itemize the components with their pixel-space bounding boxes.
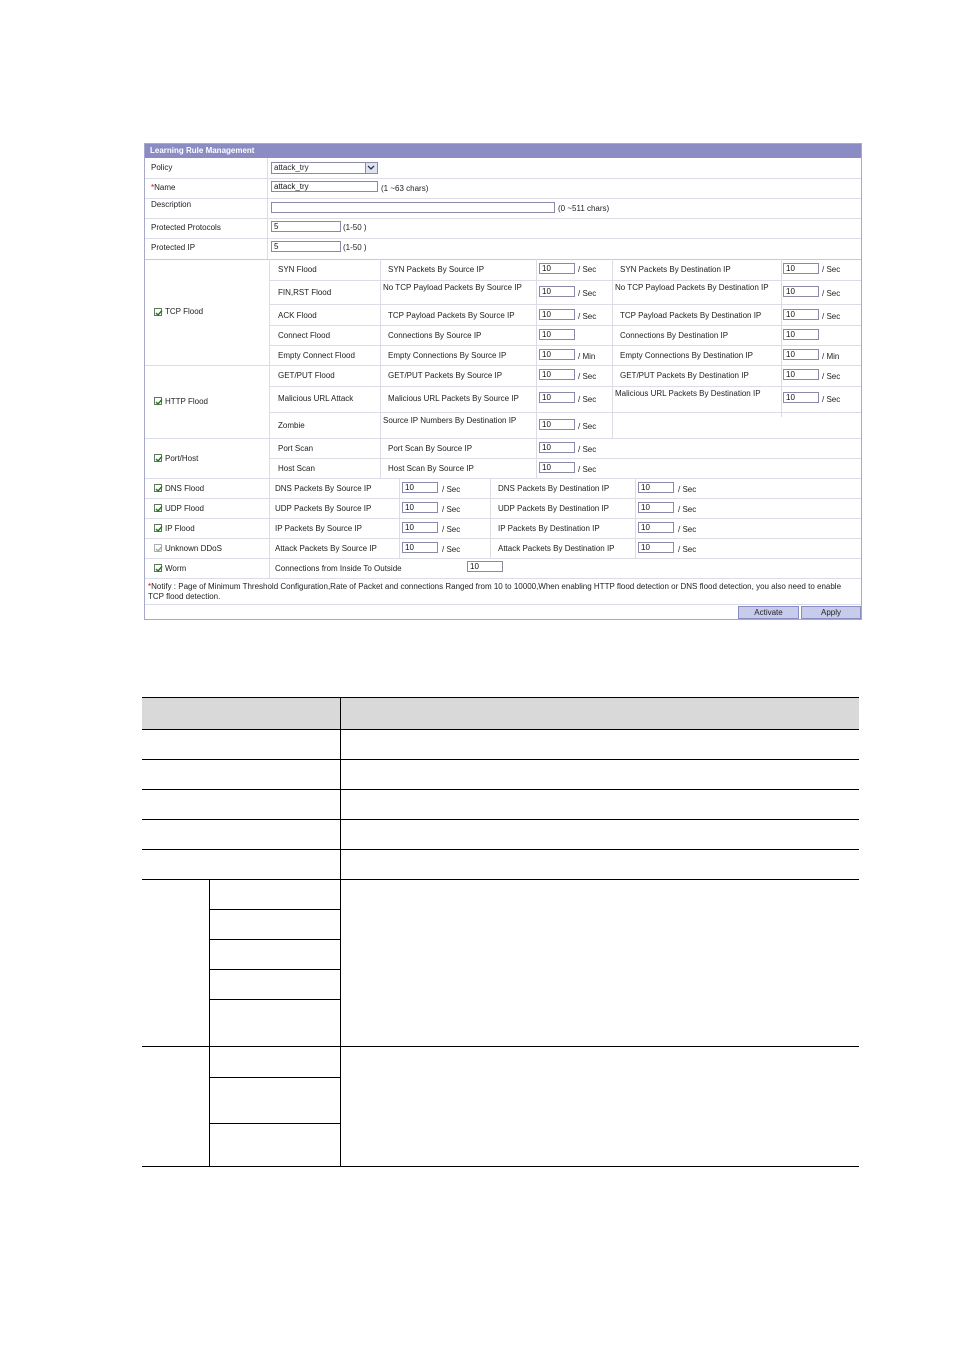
divider [269, 412, 861, 413]
check-icon [155, 485, 163, 493]
dns-src-label: DNS Packets By Source IP [275, 484, 372, 493]
udp-dst-label: UDP Packets By Destination IP [498, 504, 610, 513]
table-rule [142, 1166, 859, 1167]
unit-label: / Sec [822, 265, 841, 274]
syn-dst-input[interactable]: 10 [783, 263, 819, 274]
fin-dst-input[interactable]: 10 [783, 286, 819, 297]
ack-dst-label: TCP Payload Packets By Destination IP [620, 311, 762, 320]
unit-label: / Sec [578, 465, 597, 474]
ddos-src-input[interactable]: 10 [402, 542, 438, 553]
dns-src-input[interactable]: 10 [402, 482, 438, 493]
table-rule [142, 879, 859, 880]
unit-label: / Min [822, 352, 840, 361]
notify-text [148, 582, 848, 602]
divider [536, 259, 537, 478]
divider [781, 259, 782, 417]
divider [145, 259, 861, 260]
empty-dst-input[interactable]: 10 [783, 349, 819, 360]
divider [145, 498, 861, 499]
worm-checkbox[interactable] [154, 564, 162, 572]
unknown-ddos-label: Unknown DDoS [165, 544, 222, 553]
divider [145, 438, 861, 439]
port-host-label: Port/Host [165, 454, 199, 463]
name-input[interactable]: attack_try [271, 181, 378, 192]
protected-ip-input[interactable]: 5 [271, 241, 341, 252]
udp-dst-input[interactable]: 10 [638, 502, 674, 513]
policy-select[interactable] [271, 162, 378, 174]
host-scan-label: Host Scan [278, 464, 315, 473]
name-label-text: Name [154, 183, 176, 192]
table-rule [209, 1123, 341, 1124]
ack-src-input[interactable]: 10 [539, 309, 575, 320]
divider [269, 478, 270, 578]
malicious-dst-input[interactable]: 10 [783, 392, 819, 403]
divider [145, 365, 861, 366]
check-icon [155, 309, 163, 317]
divider [269, 304, 861, 305]
unit-label: / Sec [442, 485, 461, 494]
unit-label: / Sec [822, 289, 841, 298]
fin-rst-flood-label: FIN,RST Flood [278, 288, 332, 297]
unit-label: / Sec [678, 505, 697, 514]
zombie-src-input[interactable]: 10 [539, 419, 575, 430]
divider [269, 259, 270, 478]
policy-label: Policy [151, 163, 173, 172]
port-host-checkbox[interactable] [154, 454, 162, 462]
divider [267, 158, 268, 259]
connect-dst-input[interactable]: 10 [783, 329, 819, 340]
ip-src-input[interactable]: 10 [402, 522, 438, 533]
unit-label: / Sec [822, 372, 841, 381]
ddos-src-label: Attack Packets By Source IP [275, 544, 377, 553]
table-header [142, 698, 859, 729]
divider [145, 538, 861, 539]
syn-src-input[interactable]: 10 [539, 263, 575, 274]
divider [269, 386, 861, 387]
empty-src-label: Empty Connections By Source IP [388, 351, 507, 360]
malicious-dst-label: Malicious URL Packets By Destination IP [615, 389, 761, 398]
learning-rule-panel [144, 143, 862, 620]
dns-dst-input[interactable]: 10 [638, 482, 674, 493]
ddos-dst-label: Attack Packets By Destination IP [498, 544, 615, 553]
divider [145, 478, 861, 479]
syn-src-label: SYN Packets By Source IP [388, 265, 485, 274]
table-rule [142, 1046, 859, 1047]
divider [145, 238, 861, 239]
activate-button[interactable]: Activate [738, 606, 799, 619]
ack-dst-input[interactable]: 10 [783, 309, 819, 320]
get-dst-label: GET/PUT Packets By Destination IP [620, 371, 749, 380]
ack-flood-label: ACK Flood [278, 311, 317, 320]
malicious-src-label: Malicious URL Packets By Source IP [388, 394, 519, 403]
divider [145, 198, 861, 199]
table-rule [340, 698, 341, 1166]
port-scan-label: Port Scan [278, 444, 314, 453]
port-src-input[interactable]: 10 [539, 442, 575, 453]
zombie-src-label: Source IP Numbers By Destination IP [383, 416, 517, 425]
fin-dst-label: No TCP Payload Packets By Destination IP [615, 283, 769, 292]
udp-flood-label: UDP Flood [165, 504, 204, 513]
unit-label: / Sec [578, 422, 597, 431]
unknown-ddos-checkbox[interactable] [154, 544, 162, 552]
unit-label: / Min [578, 352, 596, 361]
malicious-src-input[interactable]: 10 [539, 392, 575, 403]
name-hint: (1 ~63 chars) [381, 184, 429, 193]
policy-value: attack_try [274, 163, 309, 172]
protocols-input[interactable]: 5 [271, 221, 341, 232]
divider [269, 345, 861, 346]
ddos-dst-input[interactable]: 10 [638, 542, 674, 553]
unit-label: / Sec [678, 545, 697, 554]
divider [269, 458, 861, 459]
table-rule [142, 789, 859, 790]
table-rule [209, 999, 341, 1000]
ip-flood-label: IP Flood [165, 524, 195, 533]
divider [269, 280, 861, 281]
table-rule [209, 909, 341, 910]
unit-label: / Sec [678, 525, 697, 534]
host-src-label: Host Scan By Source IP [388, 464, 474, 473]
ip-dst-input[interactable]: 10 [638, 522, 674, 533]
unit-label: / Sec [678, 485, 697, 494]
host-src-input[interactable]: 10 [539, 462, 575, 473]
unit-label: / Sec [578, 289, 597, 298]
notify-body: Notify : Page of Minimum Threshold Configuration,Rate of Packet and connections Ranged from 10 to 10000,When enabling HTTP flood detection or DNS flood detection, you also need to enable TCP flood detection. [148, 582, 842, 601]
connect-flood-label: Connect Flood [278, 331, 331, 340]
unit-label: / Sec [578, 312, 597, 321]
table-rule [142, 759, 859, 760]
protected-ip-label: Protected IP [151, 243, 196, 252]
port-src-label: Port Scan By Source IP [388, 444, 473, 453]
protocols-label: Protected Protocols [151, 223, 221, 232]
empty-connect-flood-label: Empty Connect Flood [278, 351, 355, 360]
divider [145, 218, 861, 219]
protected-ip-hint: (1-50 ) [343, 243, 367, 252]
description-input[interactable] [271, 202, 555, 213]
ip-src-label: IP Packets By Source IP [275, 524, 363, 533]
apply-button[interactable]: Apply [801, 606, 861, 619]
table-rule [209, 1077, 341, 1078]
empty-dst-label: Empty Connections By Destination IP [620, 351, 753, 360]
tcp-flood-label: TCP Flood [165, 307, 204, 316]
empty-src-input[interactable]: 10 [539, 349, 575, 360]
dns-flood-label: DNS Flood [165, 484, 205, 493]
connect-dst-label: Connections By Destination IP [620, 331, 729, 340]
unit-label: / Sec [442, 525, 461, 534]
check-icon [155, 565, 163, 573]
connect-src-input[interactable]: 10 [539, 329, 575, 340]
worm-label: Worm [165, 564, 187, 573]
unit-label: / Sec [822, 312, 841, 321]
fin-src-label: No TCP Payload Packets By Source IP [383, 283, 522, 292]
get-dst-input[interactable]: 10 [783, 369, 819, 380]
ip-dst-label: IP Packets By Destination IP [498, 524, 600, 533]
table-rule [209, 969, 341, 970]
divider [380, 259, 381, 478]
malicious-url-label: Malicious URL Attack [278, 394, 354, 403]
table-rule [142, 849, 859, 850]
http-flood-label: HTTP Flood [165, 397, 208, 406]
syn-dst-label: SYN Packets By Destination IP [620, 265, 731, 274]
syn-flood-label: SYN Flood [278, 265, 317, 274]
check-icon [155, 545, 163, 553]
dns-flood-checkbox[interactable] [154, 484, 162, 492]
worm-input[interactable]: 10 [467, 561, 503, 572]
check-icon [155, 505, 163, 513]
check-icon [155, 455, 163, 463]
http-flood-checkbox[interactable] [154, 397, 162, 405]
udp-src-label: UDP Packets By Source IP [275, 504, 372, 513]
table-rule [209, 939, 341, 940]
get-put-flood-label: GET/PUT Flood [278, 371, 335, 380]
udp-src-input[interactable]: 10 [402, 502, 438, 513]
tcp-flood-checkbox[interactable] [154, 308, 162, 316]
check-icon [155, 398, 163, 406]
divider [145, 518, 861, 519]
table-rule [142, 819, 859, 820]
notify-star: * [148, 582, 152, 591]
divider [145, 558, 861, 559]
udp-flood-checkbox[interactable] [154, 504, 162, 512]
fin-src-input[interactable]: 10 [539, 286, 575, 297]
divider [145, 178, 861, 179]
get-src-input[interactable]: 10 [539, 369, 575, 380]
divider [145, 604, 861, 605]
divider [269, 325, 861, 326]
description-hint: (0 ~511 chars) [558, 204, 610, 213]
ip-flood-checkbox[interactable] [154, 524, 162, 532]
table-rule [142, 729, 859, 730]
unit-label: / Sec [822, 395, 841, 404]
dns-dst-label: DNS Packets By Destination IP [498, 484, 610, 493]
unit-label: / Sec [578, 445, 597, 454]
connect-src-label: Connections By Source IP [388, 331, 482, 340]
zombie-label: Zombie [278, 421, 305, 430]
required-star: * [151, 183, 155, 192]
unit-label: / Sec [442, 545, 461, 554]
ack-src-label: TCP Payload Packets By Source IP [388, 311, 515, 320]
description-label: Description [151, 200, 192, 209]
chevron-down-icon[interactable] [365, 163, 377, 173]
get-src-label: GET/PUT Packets By Source IP [388, 371, 503, 380]
unit-label: / Sec [578, 372, 597, 381]
divider [145, 578, 861, 579]
table-rule [209, 879, 210, 1166]
name-label [151, 183, 175, 193]
unit-label: / Sec [442, 505, 461, 514]
panel-title: Learning Rule Management [145, 144, 861, 158]
worm-connections-label: Connections from Inside To Outside [275, 564, 402, 573]
table-rule [142, 697, 859, 698]
protocols-hint: (1-50 ) [343, 223, 367, 232]
unit-label: / Sec [578, 265, 597, 274]
unit-label: / Sec [578, 395, 597, 404]
check-icon [155, 525, 163, 533]
